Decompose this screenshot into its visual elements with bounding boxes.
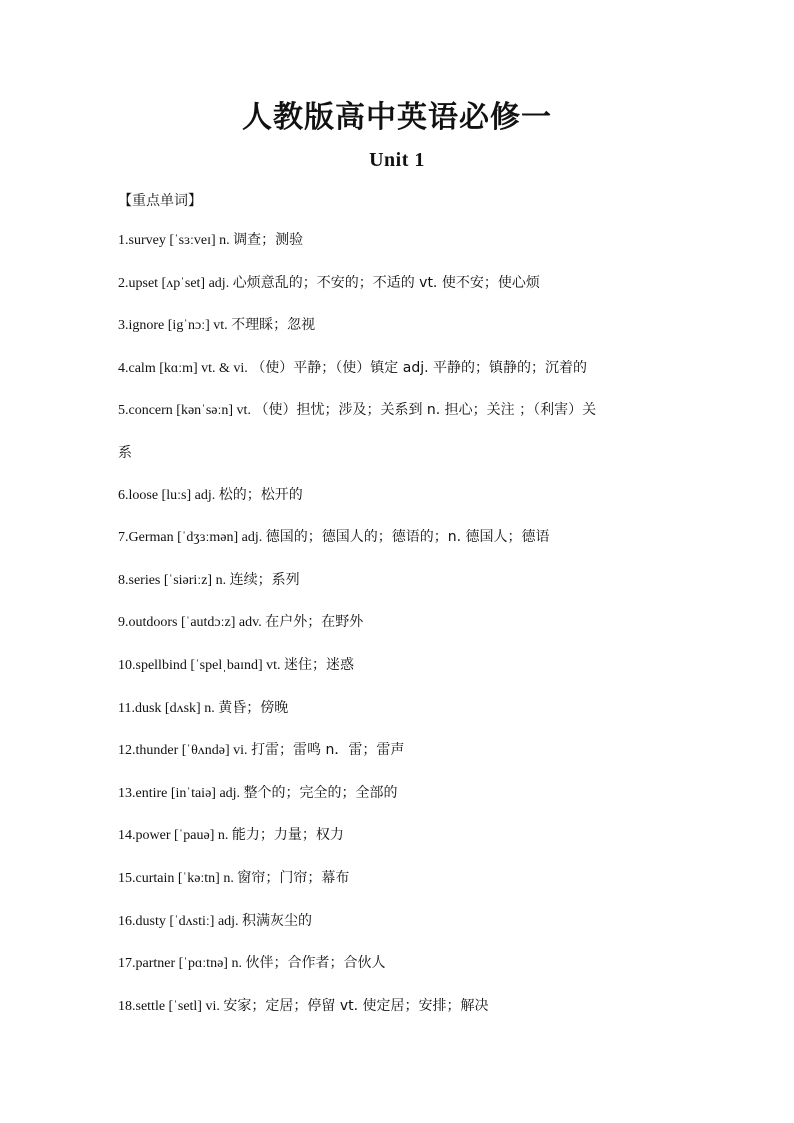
vocab-entry-2 bbox=[118, 273, 684, 294]
vocab-entry-10 bbox=[118, 655, 684, 676]
entry-meaning: 调查；测验 bbox=[233, 232, 304, 248]
entry-word: 12.thunder [ˈθʌndə] vi. bbox=[118, 743, 252, 759]
vocab-entry-6 bbox=[118, 485, 684, 506]
vocab-entry-18 bbox=[118, 996, 684, 1017]
vocab-entry-12 bbox=[118, 740, 684, 761]
entry-word: 8.series [ˈsiəriːz] n. bbox=[118, 572, 230, 588]
vocab-entry-16 bbox=[118, 911, 684, 932]
entry-meaning: 伙伴；合作者；合伙人 bbox=[245, 955, 386, 972]
vocab-entry-9 bbox=[118, 612, 684, 633]
vocab-entry-11 bbox=[118, 698, 684, 719]
vocab-entry-7 bbox=[118, 527, 684, 548]
unit-heading: Unit 1 bbox=[369, 149, 425, 171]
entry-word: 3.ignore [igˈnɔː] vt. bbox=[118, 318, 232, 334]
vocab-entry-17 bbox=[118, 953, 684, 974]
entry-meaning: 黄昏；傍晚 bbox=[218, 699, 289, 716]
vocab-entry-13 bbox=[118, 783, 684, 804]
entry-meaning: 在户外；在野外 bbox=[265, 614, 364, 631]
vocab-entry-3 bbox=[118, 315, 684, 336]
entry-word: 16.dusty [ˈdʌstiː] adj. bbox=[118, 913, 243, 929]
entry-meaning: 整个的；完全的；全部的 bbox=[243, 784, 398, 801]
vocab-entry-1 bbox=[118, 230, 684, 251]
entry-meaning: 迷住；迷惑 bbox=[284, 656, 355, 673]
entry-meaning: 连续；系列 bbox=[229, 571, 300, 588]
entry-word: 13.entire [inˈtaiə] adj. bbox=[118, 785, 244, 801]
entry-meaning: 心烦意乱的；不安的；不适的 vt. 使不安；使心烦 bbox=[232, 274, 540, 291]
entry-word: 6.loose [luːs] adj. bbox=[118, 487, 219, 503]
entry-word: 15.curtain [ˈkəːtn] n. bbox=[118, 870, 238, 886]
entry-meaning-continued: 系 bbox=[118, 444, 132, 461]
entry-word: 9.outdoors [ˈautdɔːz] adv. bbox=[118, 615, 266, 631]
entry-meaning: 安家；定居；停留 vt. 使定居；安排；解决 bbox=[223, 997, 489, 1014]
vocab-entry-4 bbox=[118, 358, 684, 379]
entry-meaning: 打雷；雷鸣 n．雷；雷声 bbox=[251, 742, 405, 759]
entry-meaning: 松的；松开的 bbox=[218, 486, 303, 503]
entry-meaning: （使）平静；（使）镇定 adj. 平静的；镇静的；沉着的 bbox=[251, 359, 588, 376]
vocab-entry-8 bbox=[118, 570, 684, 591]
entry-word: 7.German [ˈdʒɜːmən] adj. bbox=[118, 530, 266, 546]
entry-word: 11.dusk [dʌsk] n. bbox=[118, 700, 219, 716]
entry-meaning: 能力；力量；权力 bbox=[231, 827, 344, 844]
entry-word: 17.partner [ˈpɑːtnə] n. bbox=[118, 956, 246, 972]
entry-meaning: 窗帘；门帘；幕布 bbox=[237, 869, 350, 886]
entry-meaning: （使）担忧；涉及；关系到 n. 担心；关注 ；（利害）关 bbox=[254, 402, 597, 419]
vocab-entry-15 bbox=[118, 868, 684, 889]
page-title: 人教版高中英语必修一 bbox=[242, 100, 552, 135]
entry-word: 14.power [ˈpauə] n. bbox=[118, 828, 232, 844]
entry-word: 10.spellbind [ˈspelˌbaɪnd] vt. bbox=[118, 657, 285, 673]
vocab-entry-14 bbox=[118, 825, 684, 846]
section-label: 【重点单词】 bbox=[118, 193, 202, 209]
entry-word: 4.calm [kɑːm] vt. & vi. bbox=[118, 360, 252, 376]
entry-meaning: 不理睬；忽视 bbox=[231, 317, 316, 334]
vocab-entry-5 bbox=[118, 400, 684, 463]
entry-word: 2.upset [ʌpˈset] adj. bbox=[118, 275, 233, 291]
vocabulary-list bbox=[118, 230, 684, 1038]
entry-word: 1.survey [ˈsɜːveɪ] n. bbox=[118, 233, 234, 248]
entry-word: 18.settle [ˈsetl] vi. bbox=[118, 998, 224, 1014]
entry-word: 5.concern [kənˈsəːn] vt. bbox=[118, 403, 255, 419]
entry-meaning: 德国的；德国人的；德语的；n. 德国人；德语 bbox=[265, 529, 550, 546]
entry-meaning: 积满灰尘的 bbox=[242, 912, 313, 929]
